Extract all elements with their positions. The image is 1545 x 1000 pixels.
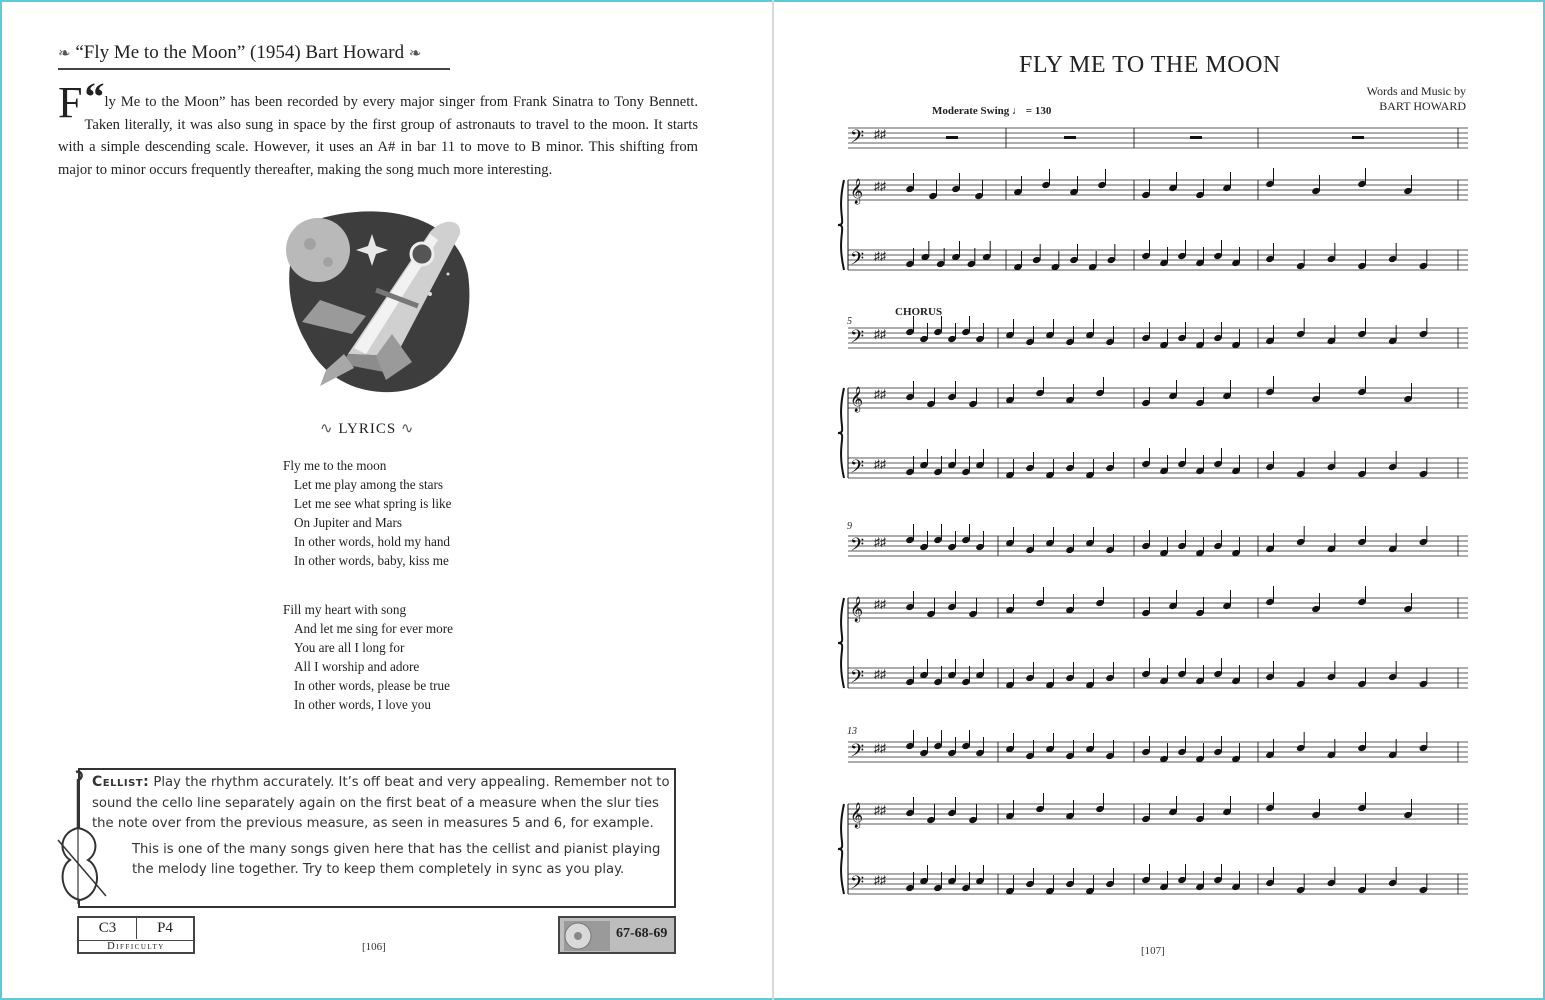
cd-track-numbers: 67-68-69	[616, 926, 668, 941]
book-gutter	[772, 0, 774, 1000]
lyric-line: In other words, baby, kiss me	[294, 553, 449, 568]
measure-number: 5	[847, 316, 852, 327]
intro-paragraph	[58, 74, 698, 181]
key-signature-icon: ♯♯	[874, 597, 886, 611]
difficulty-badge	[77, 916, 195, 954]
cellist-paragraph-1: Play the rhythm accurately. It’s off beat and very appealing. Remember not to sound the cello line separately again on the first beat of a measure when the slur ties the note over from the previous measure, as seen in measures 5 and 6, for example.	[92, 775, 670, 831]
intro-text: ly Me to the Moon” has been recorded by every major singer from Frank Sinatra to Tony Bennett. Taken literally, it was also sung in space by the first group of astronauts to travel to the moon. It starts with a simple descending scale. However, it uses an A# in bar 11 to move to B minor. This shifting from major to minor occurs frequently thereafter, making the song much more interesting.	[58, 94, 698, 178]
measure-number: 13	[847, 726, 857, 737]
whole-rest-icon	[1064, 136, 1076, 139]
lyric-line: Fill my heart with song	[283, 602, 407, 617]
key-signature-icon: ♯♯	[874, 457, 886, 471]
key-signature-icon: ♯♯	[874, 327, 886, 341]
difficulty-cello: C3	[79, 918, 137, 939]
piano-brace-icon	[838, 388, 844, 478]
whole-rest-icon	[1190, 136, 1202, 139]
key-signature-icon: ♯♯	[874, 741, 886, 755]
sheet-music-score	[838, 110, 1473, 910]
bass-clef-icon: 𝄢	[850, 127, 865, 152]
tempo-value: = 130	[1025, 105, 1052, 117]
treble-clef-icon: 𝄞	[850, 387, 864, 412]
lyric-line: Fly me to the moon	[283, 458, 387, 473]
page-number-right: [107]	[1141, 945, 1165, 957]
lyric-line: On Jupiter and Mars	[294, 515, 403, 530]
section-title	[58, 42, 421, 64]
bass-clef-icon: 𝄢	[850, 249, 865, 274]
lyrics-heading	[320, 419, 415, 438]
treble-clef-icon: 𝄞	[850, 179, 864, 204]
key-signature-icon: ♯♯	[874, 535, 886, 549]
lyrics-verse-1	[283, 456, 451, 570]
treble-clef-icon: 𝄞	[850, 597, 864, 622]
tempo-text: Moderate Swing	[932, 105, 1010, 117]
cd-track-badge	[558, 916, 676, 954]
bass-clef-icon: 𝄢	[850, 873, 865, 898]
key-signature-icon: ♯♯	[874, 127, 886, 141]
ornament-right-icon: ❧	[408, 46, 422, 62]
key-signature-icon: ♯♯	[874, 179, 886, 193]
credit-line: Words and Music by	[1366, 84, 1466, 98]
lyric-line: In other words, I love you	[294, 697, 431, 712]
whole-rest-icon	[946, 136, 958, 139]
ornament-right-icon: ∿	[400, 421, 415, 437]
bass-clef-icon: 𝄢	[850, 327, 865, 352]
key-signature-icon: ♯♯	[874, 249, 886, 263]
treble-clef-icon: 𝄞	[850, 803, 864, 828]
key-signature-icon: ♯♯	[874, 873, 886, 887]
cellist-paragraph-2: This is one of the many songs given here that has the cellist and pianist playing the melody line together. Try to keep them completely in sync as you play.	[132, 841, 661, 877]
ornament-left-icon: ❧	[58, 46, 71, 62]
cellist-note	[92, 772, 670, 881]
lyric-line: In other words, please be true	[294, 678, 450, 693]
lyric-line: And let me sing for ever more	[294, 621, 453, 636]
cellist-label: Cellist:	[92, 774, 150, 790]
lyric-line: In other words, hold my hand	[294, 534, 451, 549]
bass-clef-icon: 𝄢	[850, 535, 865, 560]
title-rule	[58, 68, 450, 70]
intro-open-quote: “	[84, 74, 105, 119]
bass-clef-icon: 𝄢	[850, 667, 865, 692]
difficulty-piano: P4	[157, 920, 173, 936]
quarter-note-icon: ♩	[1012, 105, 1024, 117]
lyrics-verse-2	[283, 600, 453, 714]
page-number-left: [106]	[362, 941, 386, 953]
lyrics-heading-text: LYRICS	[338, 421, 397, 437]
difficulty-label: Difficulty	[79, 940, 193, 952]
lyric-line: Let me see what spring is like	[294, 496, 452, 511]
song-title: FLY ME TO THE MOON	[1019, 52, 1281, 78]
piano-brace-icon	[838, 598, 844, 688]
piano-brace-icon	[838, 804, 844, 894]
lyric-line: Let me play among the stars	[294, 477, 444, 492]
rocket-moon-illustration	[280, 204, 476, 396]
key-signature-icon: ♯♯	[874, 803, 886, 817]
measure-number: 9	[847, 521, 852, 532]
chorus-label: CHORUS	[895, 306, 943, 318]
lyric-line: You are all I long for	[294, 640, 405, 655]
lyric-line: All I worship and adore	[294, 659, 420, 674]
key-signature-icon: ♯♯	[874, 667, 886, 681]
cd-icon	[564, 921, 610, 951]
piano-brace-icon	[838, 180, 844, 270]
bass-clef-icon: 𝄢	[850, 457, 865, 482]
section-title-text: “Fly Me to the Moon” (1954) Bart Howard	[75, 42, 405, 63]
bass-clef-icon: 𝄢	[850, 741, 865, 766]
whole-rest-icon	[1352, 136, 1364, 139]
credit-line: BART HOWARD	[1379, 99, 1466, 113]
intro-dropcap: F	[58, 78, 83, 127]
ornament-left-icon: ∿	[320, 421, 334, 437]
key-signature-icon: ♯♯	[874, 387, 886, 401]
